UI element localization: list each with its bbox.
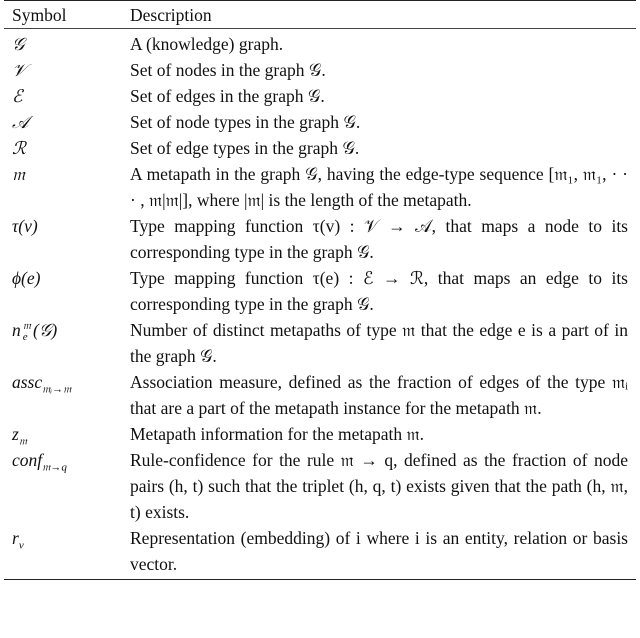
description-cell: Representation (embedding) of i where i is an entity, relation or basis vector. [130, 528, 628, 574]
description-cell: Set of node types in the graph 𝒢. [130, 112, 361, 132]
symbol-base: n [12, 320, 21, 340]
description-cell: Type mapping function τ(v) : 𝒱 → 𝒜, that maps a node to its corresponding type in the graph 𝒢. [130, 216, 628, 262]
symbol-subscript: 𝔪→q [42, 461, 67, 474]
symbol-cell [4, 421, 130, 447]
symbol-cell [4, 525, 130, 577]
table-row [4, 213, 636, 265]
symbol-base: ℰ [12, 86, 23, 106]
header-symbol: Symbol [12, 5, 67, 25]
table-row [4, 135, 636, 161]
description-cell: Association measure, defined as the fraction of edges of the type 𝔪ᵢ that are a part of the metapath instance for the metapath 𝔪. [130, 372, 628, 418]
symbol-base: τ(v) [12, 216, 38, 236]
table-row [4, 265, 636, 317]
symbol-superscript: 𝔪 [22, 319, 32, 332]
description-cell: Set of edges in the graph 𝒢. [130, 86, 325, 106]
symbol-base: assc [12, 372, 43, 392]
symbol-subscript: 𝔪ᵢ→𝔪 [42, 383, 72, 396]
symbol-cell [4, 31, 130, 57]
symbol-base: 𝒜 [12, 112, 29, 132]
description-cell: A (knowledge) graph. [130, 34, 284, 54]
symbol-cell [4, 161, 130, 213]
symbol-base: 𝒢 [12, 34, 25, 54]
symbol-cell [4, 265, 130, 317]
table-row [4, 31, 636, 57]
symbol-cell [4, 83, 130, 109]
symbol-base: 𝔪 [12, 164, 26, 184]
symbol-base: r [12, 528, 19, 548]
symbol-cell [4, 317, 130, 369]
symbol-subscript: v [18, 539, 24, 552]
table-row [4, 525, 636, 577]
symbol-base: conf [12, 450, 43, 470]
symbol-subscript: e [22, 330, 28, 343]
description-cell: Rule-confidence for the rule 𝔪 → q, defined as the fraction of node pairs (h, t) such that the triplet (h, q, t) exists given that the path (h, 𝔪, t) exists. [130, 450, 628, 522]
symbol-tail: (𝒢) [33, 320, 58, 340]
table-row [4, 83, 636, 109]
notation-table [4, 0, 636, 580]
symbol-subscript: 𝔪 [18, 435, 28, 448]
table-row [4, 161, 636, 213]
table-row [4, 317, 636, 369]
table-row [4, 447, 636, 525]
symbol-base: z [12, 424, 19, 444]
description-cell: A metapath in the graph 𝒢, having the edge-type sequence [𝔪₁, 𝔪₁, · · · , 𝔪|𝔪|], where |𝔪| is the length of the metapath. [130, 164, 628, 210]
table-row [4, 57, 636, 83]
table-body [4, 29, 636, 577]
header-description: Description [130, 5, 212, 25]
symbol-base: ϕ(e) [12, 268, 41, 288]
description-cell: Number of distinct metapaths of type 𝔪 that the edge e is a part of in the graph 𝒢. [130, 320, 628, 366]
table-row [4, 369, 636, 421]
symbol-cell [4, 135, 130, 161]
table-row [4, 109, 636, 135]
description-cell: Set of nodes in the graph 𝒢. [130, 60, 326, 80]
symbol-base: ℛ [12, 138, 26, 158]
bottom-rule [4, 579, 636, 580]
symbol-cell [4, 213, 130, 265]
table-header [4, 1, 636, 28]
symbol-cell [4, 57, 130, 83]
table-row [4, 421, 636, 447]
symbol-cell [4, 447, 130, 525]
description-cell: Type mapping function τ(e) : ℰ → ℛ, that maps an edge to its corresponding type in the graph 𝒢. [130, 268, 628, 314]
symbol-cell [4, 369, 130, 421]
description-cell: Metapath information for the metapath 𝔪. [130, 424, 425, 444]
symbol-cell [4, 109, 130, 135]
symbol-base: 𝒱 [12, 60, 27, 80]
description-cell: Set of edge types in the graph 𝒢. [130, 138, 360, 158]
